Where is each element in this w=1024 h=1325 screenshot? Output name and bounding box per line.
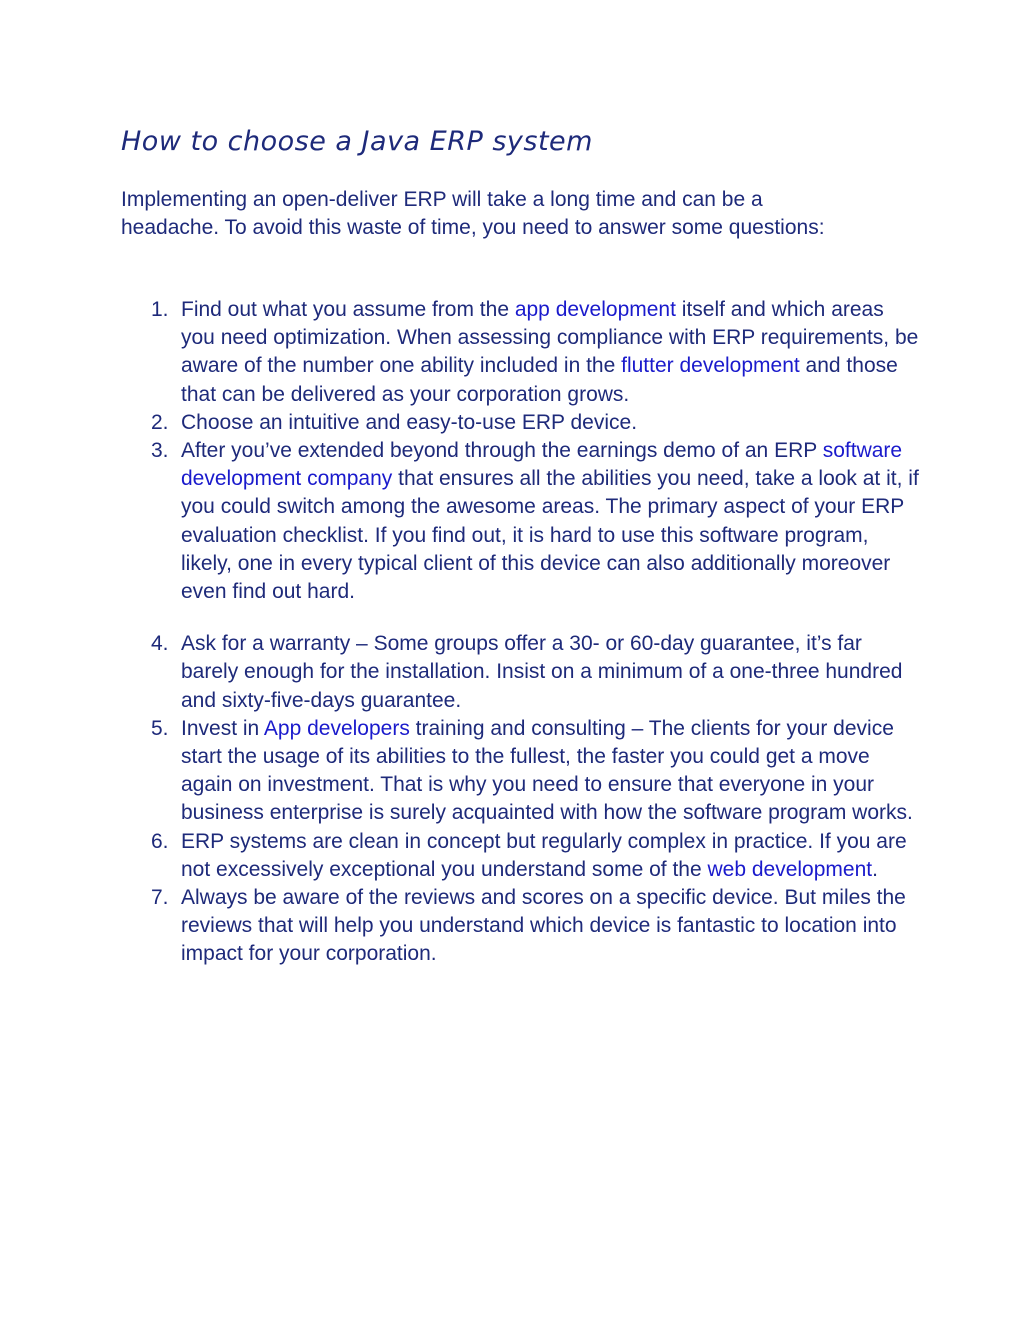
- text-segment: .: [872, 857, 878, 881]
- text-segment: itself and which areas you need optimization. When assessing compliance with ERP requirements, be aware of the number one ability included in the: [181, 298, 919, 378]
- page-title: How to choose a Java ERP system: [121, 126, 593, 157]
- list-item-number: 1.: [151, 298, 169, 321]
- numbered-list: [121, 296, 921, 969]
- intro-paragraph: Implementing an open-deliver ERP will take a long time and can be a headache. To avoid this waste of time, you need to answer some questions:: [121, 188, 825, 240]
- text-segment: Find out what you assume from the: [181, 298, 515, 321]
- list-item-text: [181, 437, 921, 606]
- list-item-3: [121, 437, 921, 606]
- web-development-link[interactable]: web development: [707, 857, 873, 881]
- text-segment: and those that can be delivered as your corporation grows.: [181, 354, 898, 406]
- list-item-text: [181, 715, 921, 828]
- list-item-5: [121, 715, 921, 828]
- flutter-development-link[interactable]: flutter development: [621, 354, 800, 378]
- text-segment: ERP systems are clean in concept but regularly complex in practice. If you are not excessively exceptional you understand some of the: [181, 829, 907, 881]
- list-item-text: Always be aware of the reviews and scores on a specific device. But miles the reviews that will help you understand which device is fantastic to location into impact for your corporation.: [181, 886, 906, 966]
- list-item-text: [181, 296, 921, 409]
- list-item-7: [121, 884, 921, 969]
- list-item-text: Choose an intuitive and easy-to-use ERP device.: [181, 410, 638, 434]
- list-item-2: [121, 409, 921, 437]
- app-development-link[interactable]: app development: [514, 298, 676, 321]
- list-item-number: 3.: [151, 439, 169, 463]
- list-item-number: 4.: [151, 632, 169, 656]
- text-segment: that ensures all the abilities you need, take a look at it, if you could switch among the awesome areas. The primary aspect of your ERP evaluation checklist. If you find out, it is hard to use this software program, likely, one in every typical client of this device can also additionally moreover even find out hard.: [181, 467, 919, 604]
- app-developers-link[interactable]: App developers: [263, 716, 410, 740]
- text-segment: After you’ve extended beyond through the earnings demo of an ERP: [181, 439, 823, 463]
- list-item-number: 6.: [151, 829, 169, 853]
- list-item-4: [121, 630, 921, 715]
- list-item-number: 5.: [151, 716, 169, 740]
- list-item-text: Ask for a warranty – Some groups offer a 30- or 60-day guarantee, it’s far barely enough for the installation. Insist on a minimum of a one-three hundred and sixty-five-days guarantee.: [181, 632, 903, 712]
- list-item-number: 7.: [151, 886, 169, 910]
- list-item-6: [121, 828, 921, 884]
- text-segment: training and consulting – The clients for your device start the usage of its abilities to the fullest, the faster you could get a move again on investment. That is why you need to ensure that everyone in your business enterprise is surely acquainted with how the software program works.: [181, 716, 913, 825]
- list-item-text: [181, 828, 921, 884]
- text-segment: Invest in: [181, 716, 264, 740]
- list-item-1: [121, 296, 921, 409]
- list-item-number: 2.: [151, 410, 169, 434]
- software-development-company-link[interactable]: software development company: [181, 439, 903, 491]
